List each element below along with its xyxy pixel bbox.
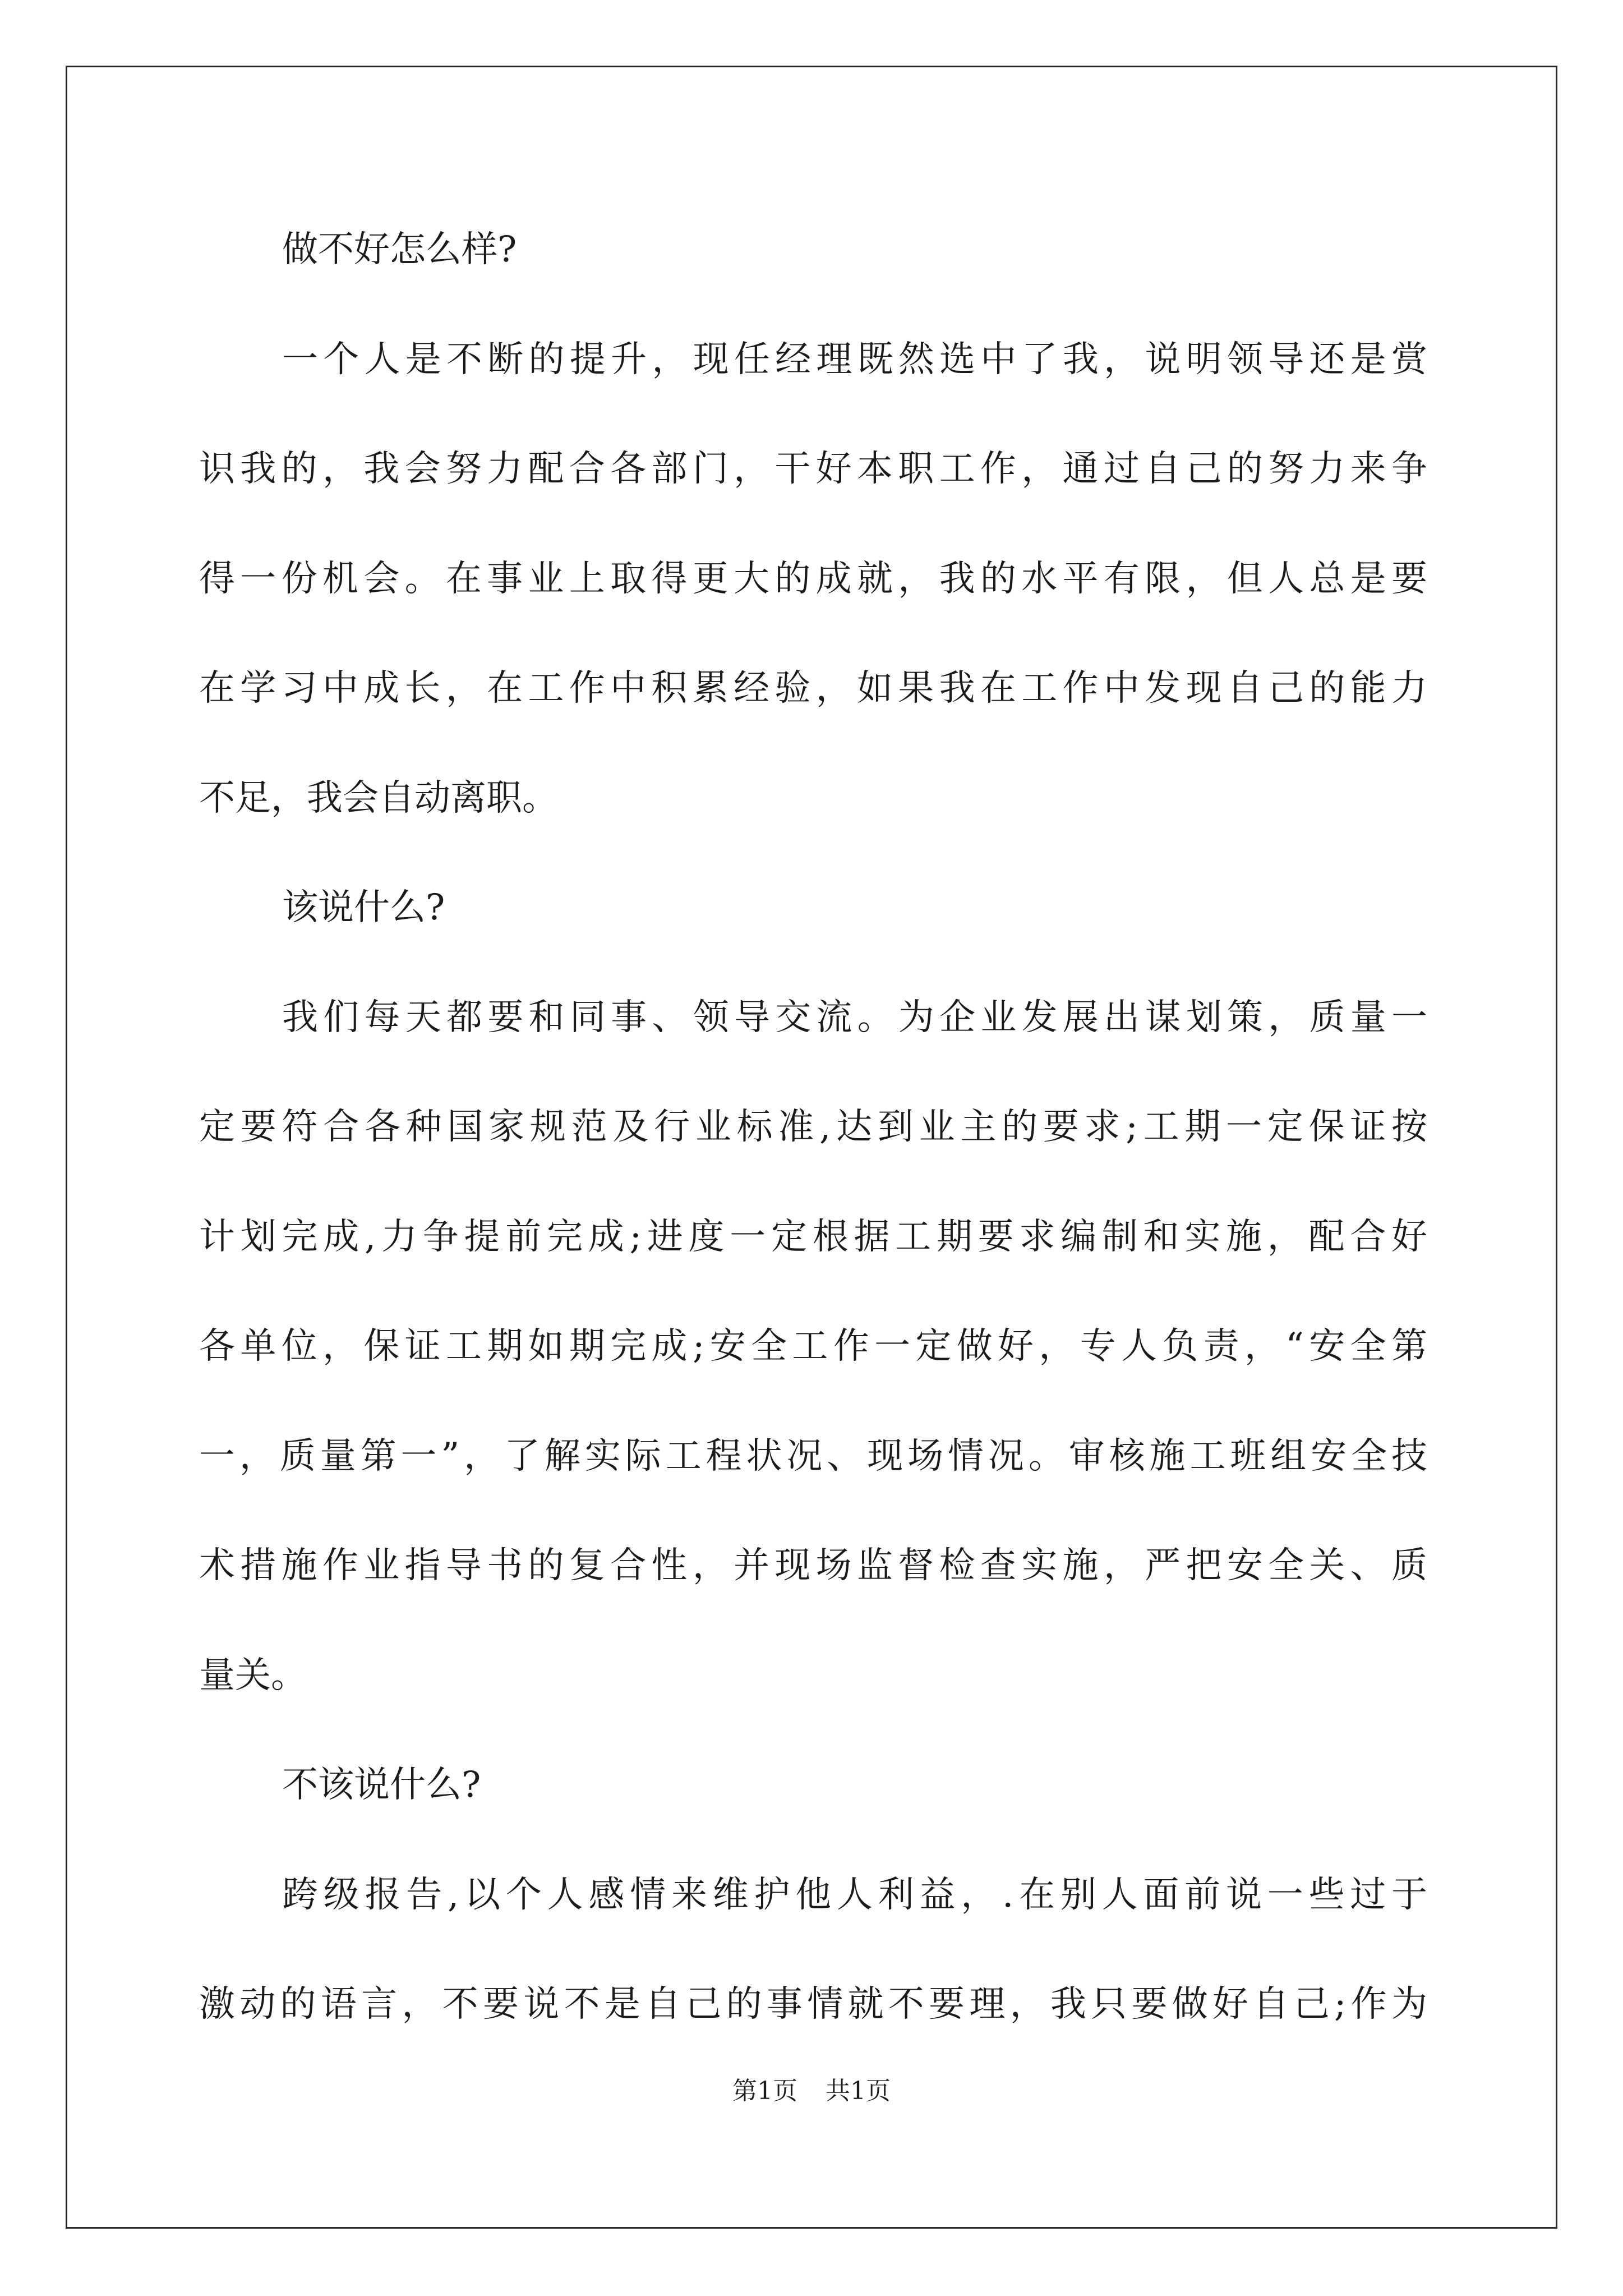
paragraph-line: 在学习中成长，在工作中积累经验，如果我在工作中发现自己的能力 [199, 668, 1427, 709]
page-footer [0, 2074, 1623, 2108]
paragraph-line: 我们每天都要和同事、领导交流。为企业发展出谋划策，质量一 [282, 996, 1427, 1038]
section-heading: 该说什么? [282, 887, 445, 928]
paragraph-line: 定要符合各种国家规范及行业标准,达到业主的要求;工期一定保证按 [199, 1106, 1427, 1148]
page-number: 第1页 [732, 2077, 797, 2105]
paragraph-line: 一个人是不断的提升，现任经理既然选中了我，说明领导还是赏 [282, 338, 1427, 380]
paragraph-line: 识我的，我会努力配合各部门，干好本职工作，通过自己的努力来争 [199, 448, 1427, 490]
paragraph-line: 一，质量第一”，了解实际工程状况、现场情况。审核施工班组安全技 [199, 1435, 1427, 1477]
section-heading: 不该说什么? [282, 1764, 481, 1806]
document-body [199, 208, 1427, 2072]
paragraph-line: 计划完成,力争提前完成;进度一定根据工期要求编制和实施，配合好 [199, 1216, 1427, 1258]
page-total: 共1页 [826, 2077, 891, 2105]
paragraph-line: 术措施作业指导书的复合性，并现场监督检查实施，严把安全关、质 [199, 1545, 1427, 1586]
section-heading: 做不好怎么样? [282, 229, 517, 270]
paragraph-line: 得一份机会。在事业上取得更大的成就，我的水平有限，但人总是要 [199, 558, 1427, 600]
paragraph-line: 不足，我会自动离职。 [199, 777, 558, 819]
paragraph-line: 量关。 [199, 1654, 307, 1696]
paragraph-line: 各单位，保证工期如期完成;安全工作一定做好，专人负责，“安全第 [199, 1326, 1427, 1367]
paragraph-line: 激动的语言，不要说不是自己的事情就不要理，我只要做好自己;作为 [199, 1984, 1427, 2025]
paragraph-line: 跨级报告,以个人感情来维护他人利益，.在别人面前说一些过于 [282, 1874, 1427, 1916]
